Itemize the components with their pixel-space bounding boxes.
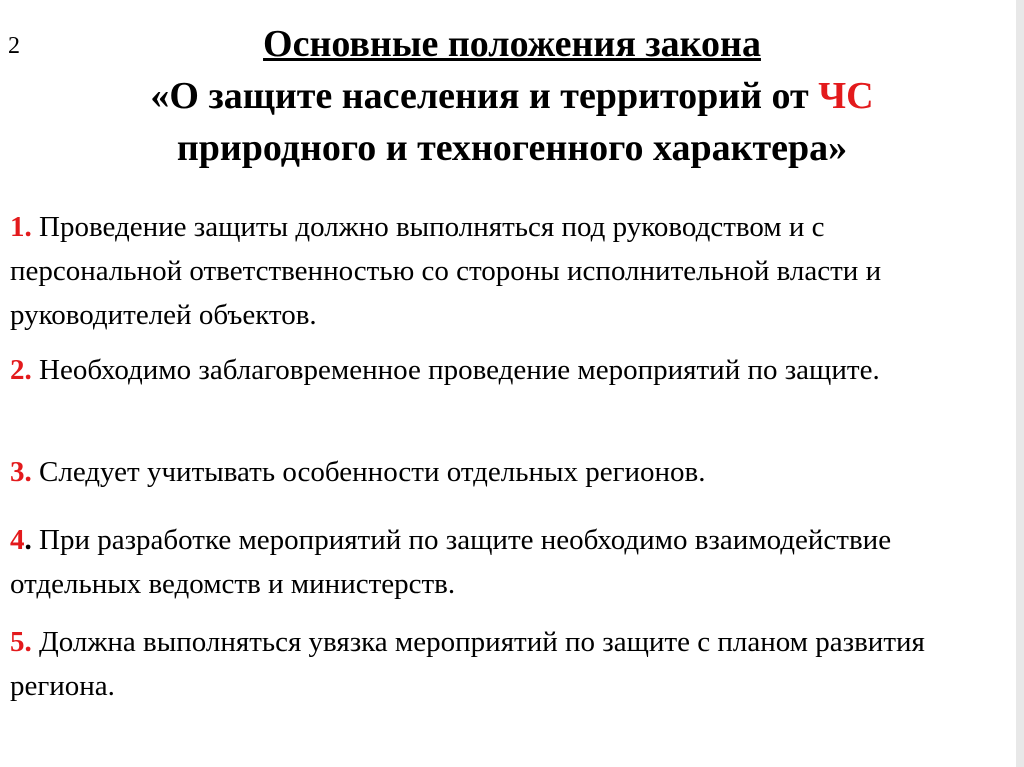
title-line-3: природного и техногенного характера»: [176, 127, 848, 169]
title-highlight-chs: ЧС: [818, 75, 874, 117]
list-item: [10, 205, 1000, 337]
item-number: 5.: [10, 626, 32, 658]
title-line-2: [40, 70, 984, 122]
slide-title: [40, 18, 984, 174]
list-item: [10, 620, 1000, 708]
item-text: Проведение защиты должно выполняться под руководством и с персональной ответственностью со стороны исполнительной власти и руководителей объектов.: [10, 211, 882, 331]
item-text: При разработке мероприятий по защите необходимо взаимодействие отдельных ведомств и министерств.: [10, 524, 892, 600]
item-text: Должна выполняться увязка мероприятий по защите с планом развития региона.: [10, 626, 925, 702]
item-text: Необходимо заблаговременное проведение мероприятий по защите.: [31, 354, 880, 386]
title-line-2-text: «О защите населения и территорий от: [150, 75, 819, 117]
item-number: 2.: [10, 354, 32, 386]
item-number: 3.: [10, 456, 32, 488]
item-number: 1.: [10, 211, 32, 243]
title-line-1: Основные положения закона: [263, 23, 761, 65]
slide-number: 2: [8, 33, 20, 59]
list-item: [10, 518, 1000, 606]
item-text: Следует учитывать особенности отдельных регионов.: [31, 456, 706, 488]
item-number: 4.: [10, 524, 32, 556]
slide-edge: [1016, 0, 1024, 767]
list-item: [10, 348, 1000, 392]
list-item: [10, 450, 1000, 494]
